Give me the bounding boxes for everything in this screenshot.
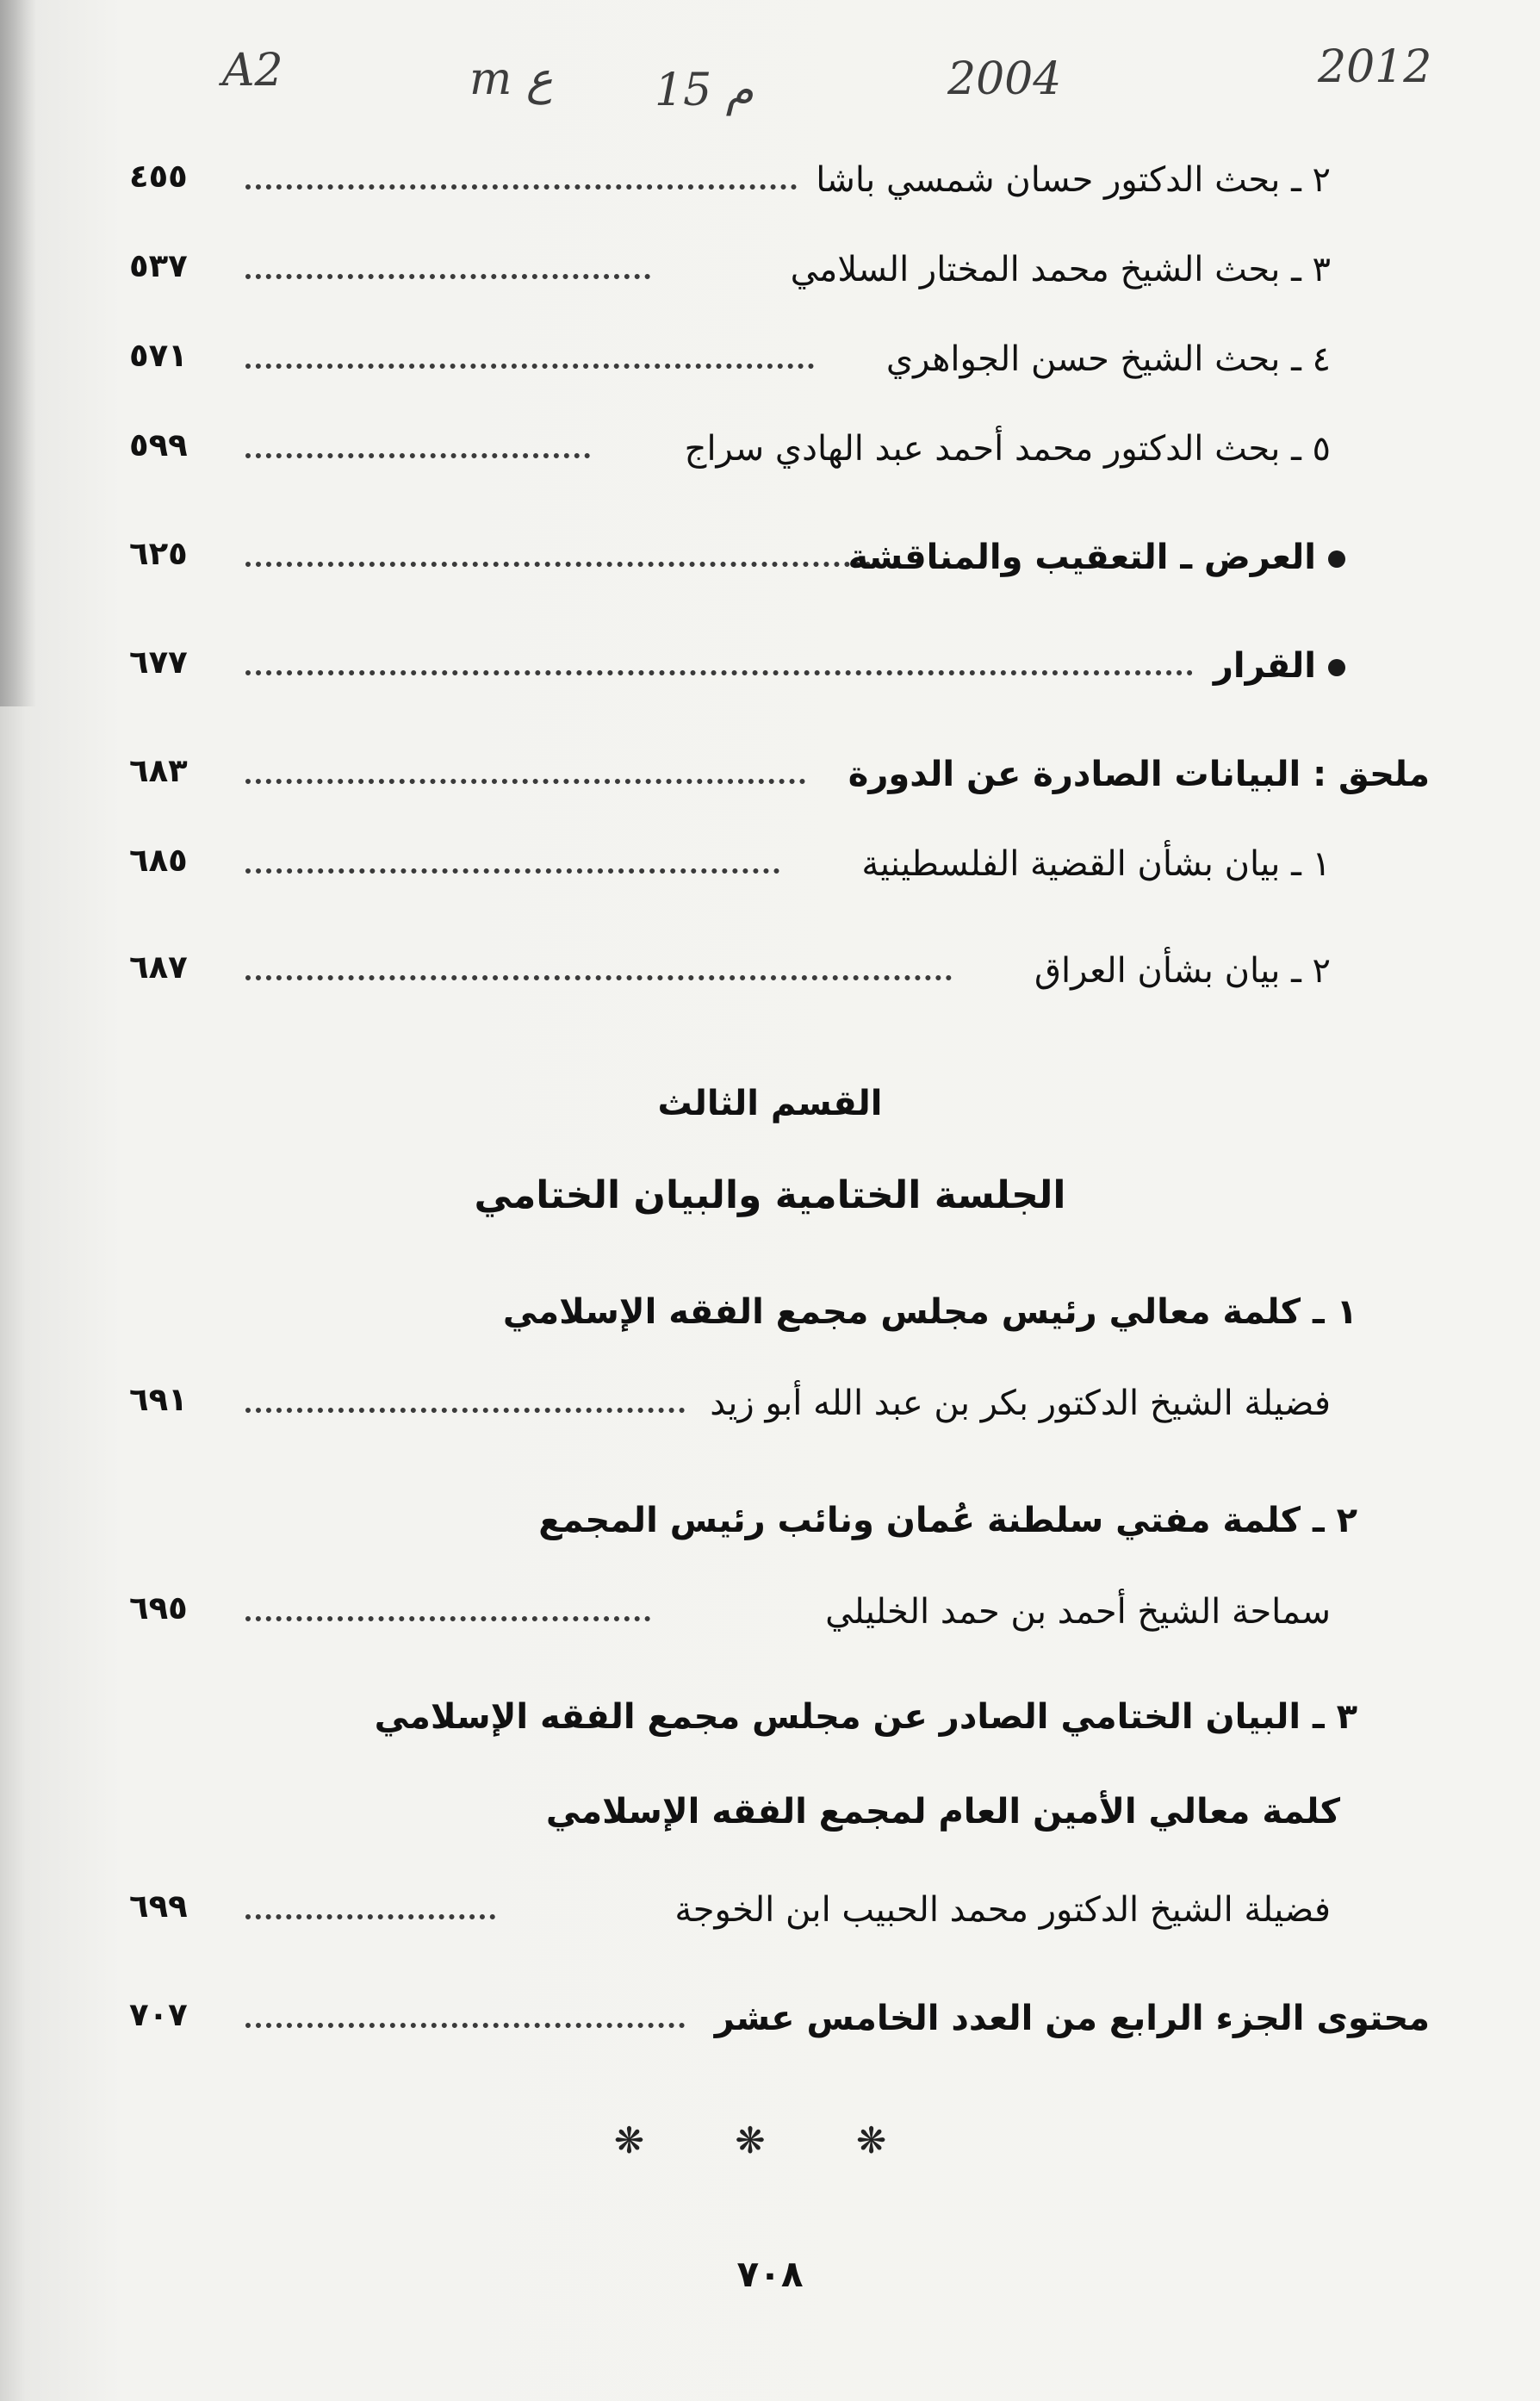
- page-ref: ٥٩٩: [129, 426, 188, 463]
- section-subtitle: الجلسة الختامية والبيان الختامي: [474, 1173, 1066, 1217]
- toc-label: القرار: [1213, 646, 1316, 686]
- toc-label: فضيلة الشيخ الدكتور بكر بن عبد الله أبو زيد: [710, 1384, 1331, 1423]
- item-heading: كلمة معالي الأمين العام لمجمع الفقه الإسلامي: [545, 1792, 1340, 1832]
- toc-row: [129, 522, 1335, 577]
- page-ref: ٤٥٥: [129, 158, 188, 195]
- dot-leader: [245, 1914, 495, 1919]
- page-ref: ٦٩١: [129, 1381, 188, 1418]
- toc-row: [129, 1983, 1430, 2038]
- toc-label: ٢ ـ بحث الدكتور حسان شمسي باشا: [816, 160, 1331, 200]
- dot-leader: [245, 779, 805, 784]
- dot-leader: [245, 1408, 685, 1413]
- toc-label: ٣ ـ بحث الشيخ محمد المختار السلامي: [790, 250, 1331, 289]
- page-ref: ٦٨٥: [129, 842, 188, 879]
- handwritten-note-15: 15 م: [655, 65, 754, 116]
- toc-heading: [848, 538, 1345, 577]
- section-title: القسم الثالث: [657, 1084, 883, 1123]
- dot-leader: [245, 364, 814, 369]
- page-ref: ٦٨٣: [129, 752, 188, 789]
- page-ref: ٦٩٥: [129, 1589, 188, 1627]
- handwritten-note-a2: A2: [222, 45, 283, 96]
- toc-label: ٥ ـ بحث الدكتور محمد أحمد عبد الهادي سراج: [684, 429, 1331, 469]
- toc-label: ٤ ـ بحث الشيخ حسن الجواهري: [885, 339, 1331, 379]
- toc-label: فضيلة الشيخ الدكتور محمد الحبيب ابن الخوجة: [674, 1890, 1331, 1930]
- page-ref: ٦٨٧: [129, 949, 188, 986]
- dot-leader: [245, 975, 952, 980]
- page-number: ٧٠٨: [736, 2253, 804, 2295]
- dot-leader: [245, 2023, 685, 2028]
- handwritten-note-m: m ع: [469, 53, 553, 105]
- toc-label: سماحة الشيخ أحمد بن حمد الخليلي: [825, 1592, 1331, 1632]
- dot-leader: [245, 453, 590, 458]
- page-ref: ٧٠٧: [129, 1996, 188, 2033]
- page-ref: ٥٣٧: [129, 247, 188, 284]
- toc-label: ملحق : البيانات الصادرة عن الدورة: [848, 755, 1430, 794]
- scan-shadow: [0, 0, 36, 706]
- toc-row: [129, 829, 1335, 884]
- dot-leader: [245, 1616, 650, 1621]
- toc-row: [129, 1368, 1335, 1423]
- bullet-icon: [1328, 550, 1345, 568]
- page-ref: ٦٢٥: [129, 535, 188, 572]
- toc-label: ١ ـ بيان بشأن القضية الفلسطينية: [861, 844, 1331, 884]
- toc-heading: [1214, 646, 1345, 686]
- ornament-stars: ❋ ❋ ❋: [613, 2119, 927, 2162]
- item-heading: ١ ـ كلمة معالي رئيس مجلس مجمع الفقه الإسلامي: [502, 1292, 1357, 1332]
- toc-row: [129, 739, 1430, 794]
- item-heading: ٣ ـ البيان الختامي الصادر عن مجلس مجمع الفقه الإسلامي: [374, 1697, 1357, 1737]
- toc-label: العرض ـ التعقيب والمناقشة: [848, 538, 1316, 577]
- dot-leader: [245, 184, 797, 190]
- toc-label: ٢ ـ بيان بشأن العراق: [1034, 951, 1331, 991]
- toc-row: [129, 234, 1335, 289]
- toc-row: [129, 631, 1335, 686]
- toc-row: [129, 145, 1335, 200]
- bullet-icon: [1328, 659, 1345, 676]
- dot-leader: [245, 868, 779, 874]
- page-ref: ٥٧١: [129, 337, 188, 374]
- toc-row: [129, 1875, 1335, 1930]
- page-ref: ٦٩٩: [129, 1888, 188, 1925]
- toc-row: [129, 414, 1335, 469]
- handwritten-note-2012: 2012: [1318, 41, 1432, 93]
- toc-row: [129, 324, 1335, 379]
- dot-leader: [245, 274, 650, 279]
- toc-label: محتوى الجزء الرابع من العدد الخامس عشر: [714, 1999, 1430, 2038]
- page-ref: ٦٧٧: [129, 644, 188, 681]
- dot-leader: [245, 670, 1193, 675]
- toc-row: [129, 1577, 1335, 1632]
- dot-leader: [245, 562, 891, 567]
- handwritten-note-2004: 2004: [947, 53, 1062, 105]
- item-heading: ٢ ـ كلمة مفتي سلطنة عُمان ونائب رئيس المجمع: [538, 1501, 1357, 1540]
- toc-row: [129, 936, 1335, 991]
